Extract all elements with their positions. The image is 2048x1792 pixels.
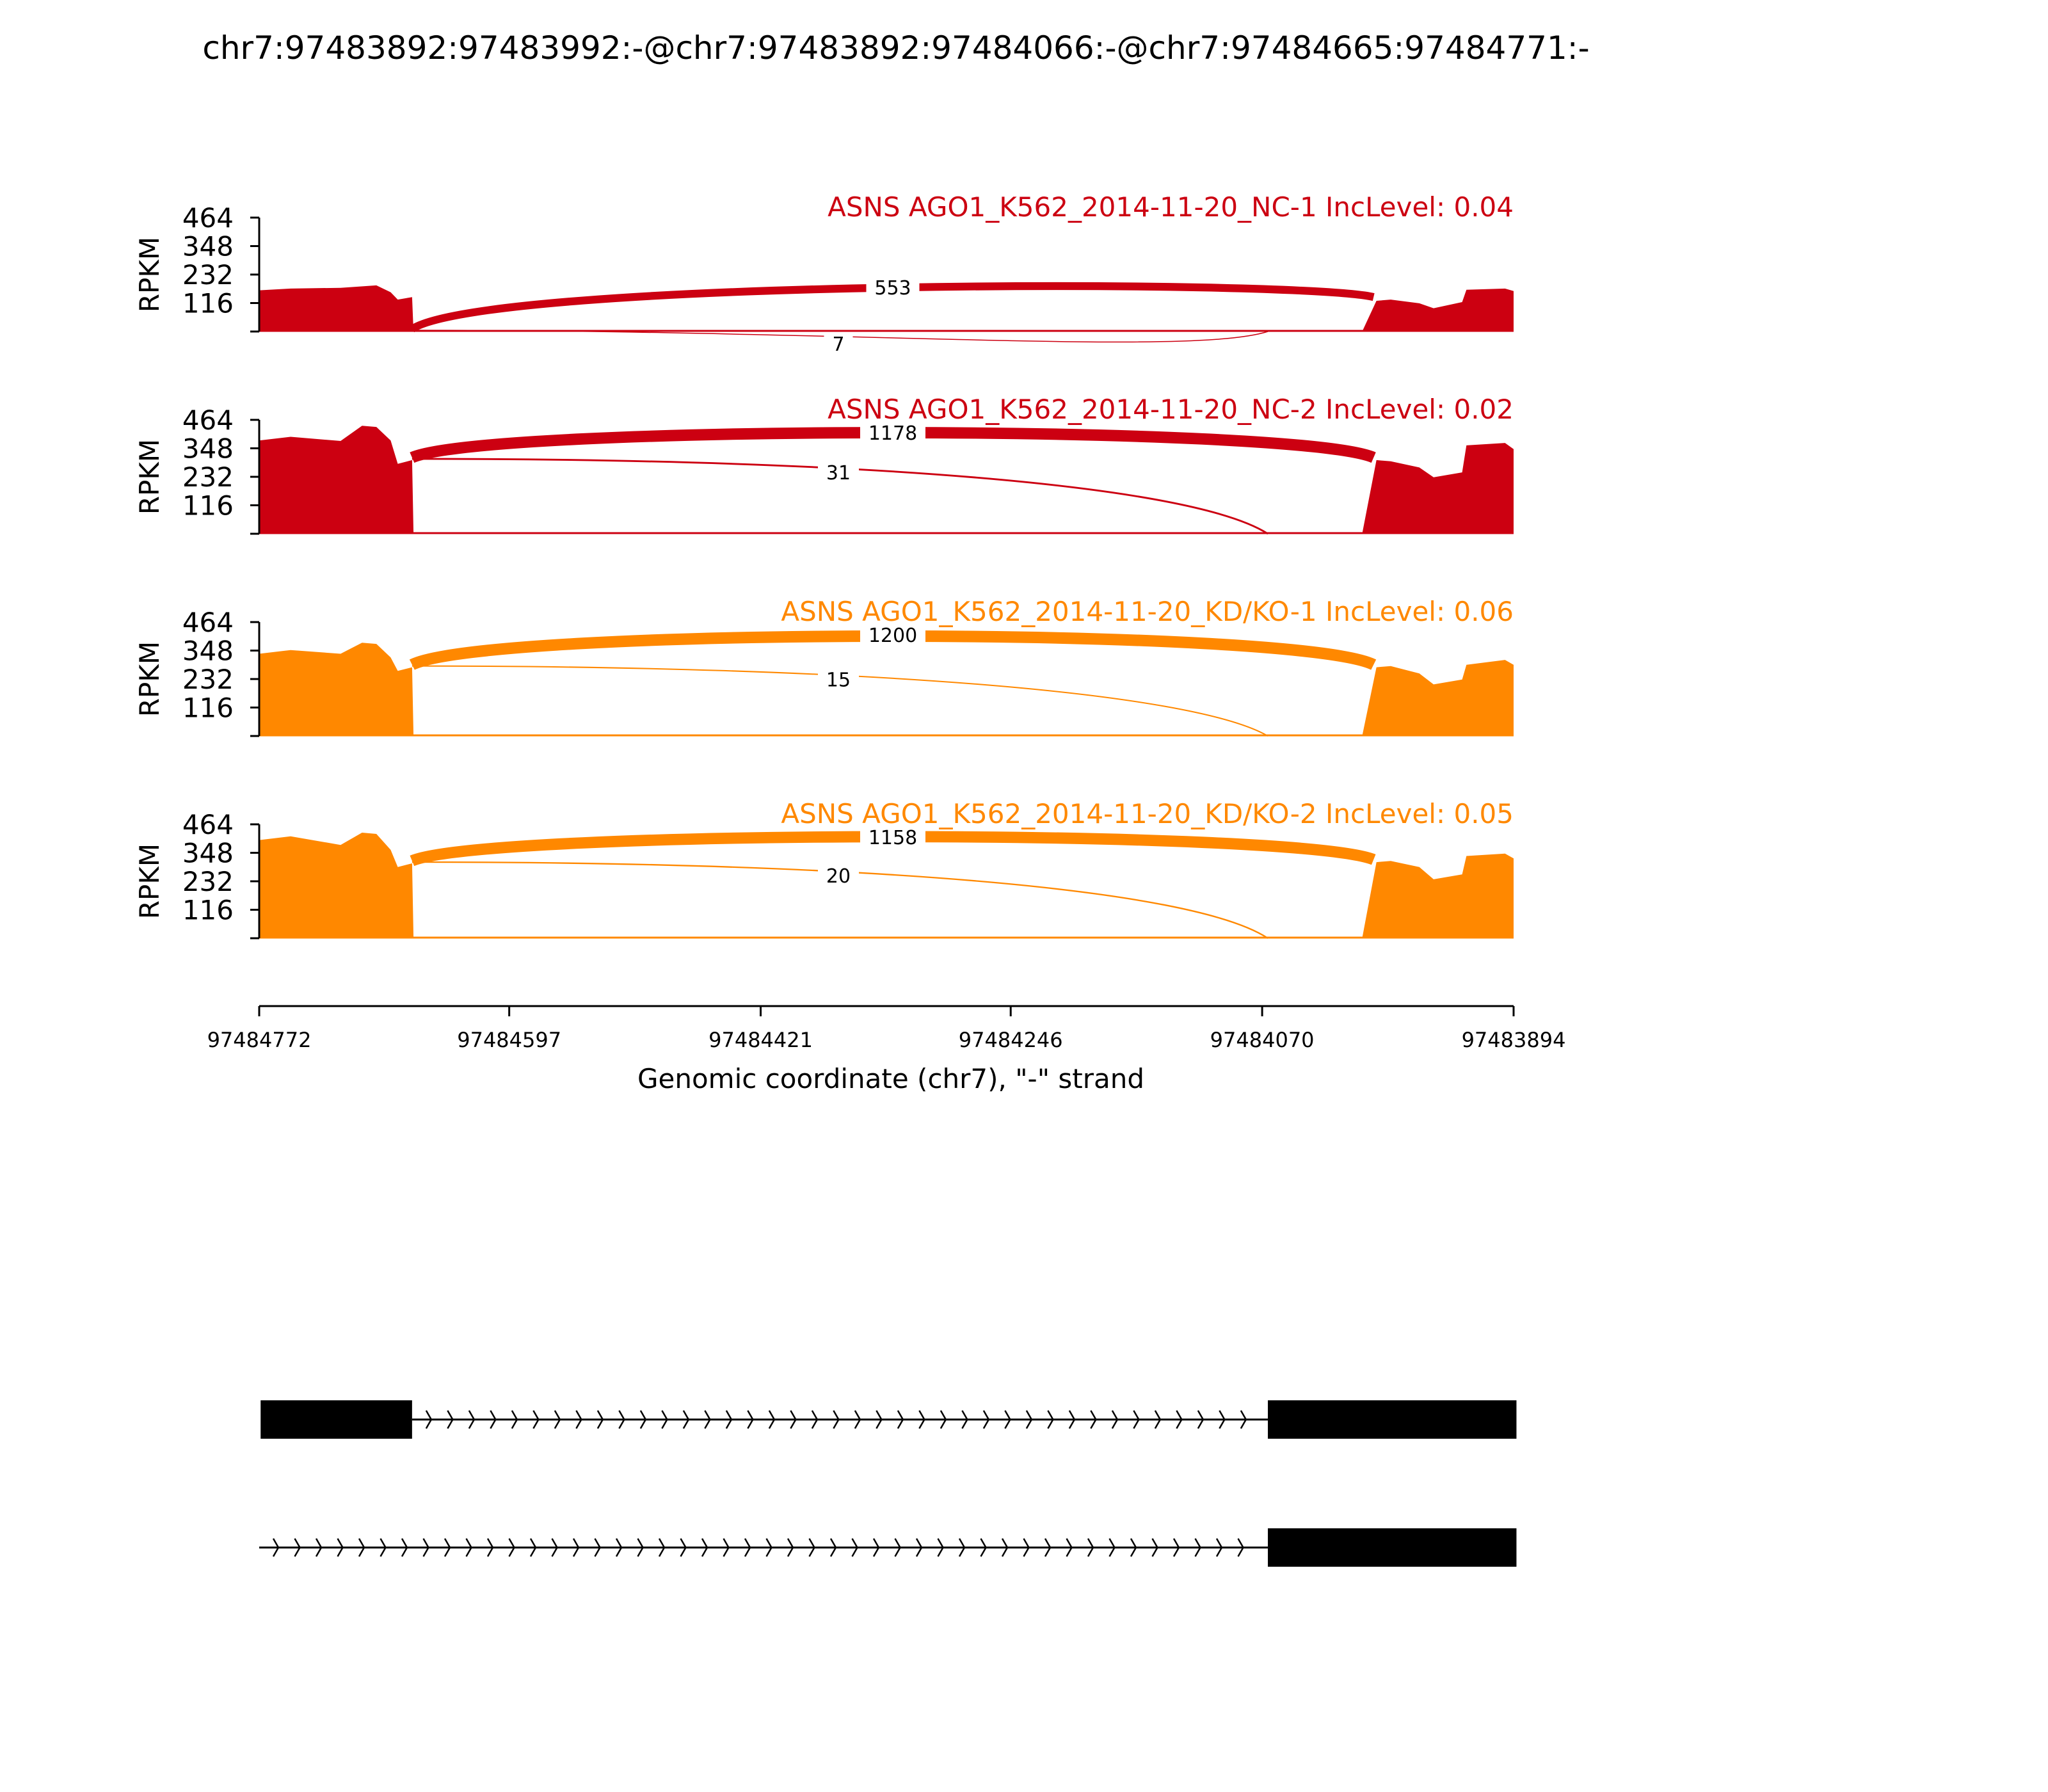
x-tick-label: 97484597 xyxy=(457,1028,562,1052)
junction-count-label: 1178 xyxy=(868,422,918,445)
x-tick-label: 97484246 xyxy=(958,1028,1063,1052)
x-axis xyxy=(207,1006,1566,1052)
junction-count-label: 553 xyxy=(874,277,911,300)
y-tick-label: 232 xyxy=(182,461,234,493)
junction-count-label: 1200 xyxy=(868,625,918,648)
coverage-panel-3 xyxy=(134,596,1514,736)
y-tick-label: 116 xyxy=(182,490,234,522)
panel-label: ASNS AGO1_K562_2014-11-20_KD/KO-2 IncLevel: 0.05 xyxy=(781,798,1514,829)
y-tick-label: 464 xyxy=(182,404,234,436)
isoform-1 xyxy=(260,1400,1516,1439)
isoform-2 xyxy=(259,1528,1516,1567)
y-axis-label: RPKM xyxy=(134,843,165,920)
y-tick-label: 116 xyxy=(182,692,234,724)
y-tick-label: 348 xyxy=(182,230,234,262)
junction-count-label: 7 xyxy=(832,333,845,356)
exon-block xyxy=(1268,1528,1516,1567)
y-tick-label: 116 xyxy=(182,894,234,926)
y-tick-label: 348 xyxy=(182,837,234,869)
y-axis-label: RPKM xyxy=(134,641,165,717)
isoform-track xyxy=(259,1400,1516,1567)
coverage-panel-1 xyxy=(134,191,1514,356)
y-tick-label: 464 xyxy=(182,202,234,234)
coverage-panel-2 xyxy=(134,394,1514,534)
y-axis-label: RPKM xyxy=(134,236,165,313)
plot-title: chr7:97483892:97483992:-@chr7:97483892:97484066:-@chr7:97484665:97484771:- xyxy=(202,29,1590,67)
x-tick-label: 97483894 xyxy=(1461,1028,1566,1052)
panel-label: ASNS AGO1_K562_2014-11-20_NC-2 IncLevel: 0.02 xyxy=(828,394,1514,425)
x-tick-label: 97484772 xyxy=(207,1028,312,1052)
y-axis-label: RPKM xyxy=(134,438,165,515)
y-tick-label: 464 xyxy=(182,809,234,840)
x-axis-label: Genomic coordinate (chr7), "-" strand xyxy=(637,1063,1145,1094)
y-tick-label: 232 xyxy=(182,866,234,897)
y-tick-label: 232 xyxy=(182,259,234,291)
y-tick-label: 116 xyxy=(182,287,234,319)
y-tick-label: 464 xyxy=(182,607,234,638)
y-tick-label: 348 xyxy=(182,635,234,667)
y-tick-label: 348 xyxy=(182,433,234,465)
y-tick-label: 232 xyxy=(182,664,234,695)
panel-label: ASNS AGO1_K562_2014-11-20_KD/KO-1 IncLevel: 0.06 xyxy=(781,596,1514,627)
junction-count-label: 20 xyxy=(826,865,851,888)
x-tick-label: 97484421 xyxy=(708,1028,813,1052)
coverage-panel-4 xyxy=(134,798,1514,938)
junction-count-label: 31 xyxy=(826,461,851,484)
exon-block xyxy=(260,1400,412,1439)
junction-count-label: 15 xyxy=(826,669,851,692)
exon-block xyxy=(1268,1400,1516,1439)
coverage-panels xyxy=(134,191,1514,938)
x-tick-label: 97484070 xyxy=(1210,1028,1315,1052)
junction-count-label: 1158 xyxy=(868,827,918,850)
panel-label: ASNS AGO1_K562_2014-11-20_NC-1 IncLevel: 0.04 xyxy=(828,191,1514,223)
